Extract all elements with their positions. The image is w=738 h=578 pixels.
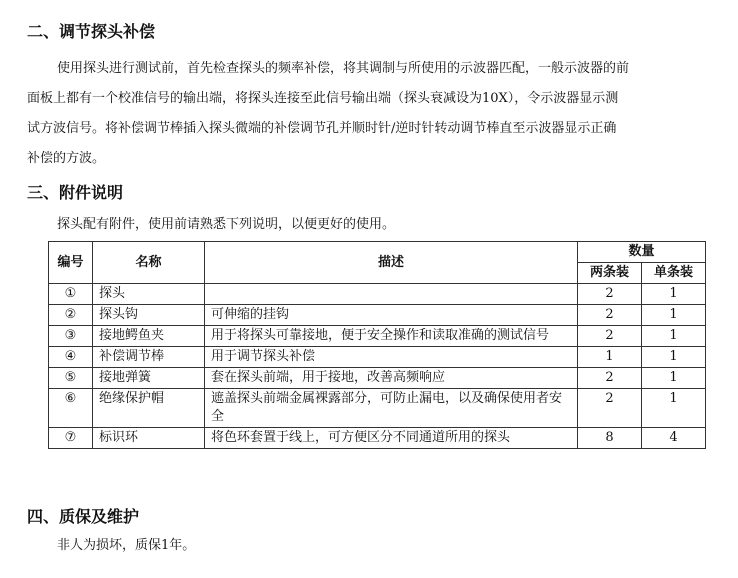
row-name: 探头钩 xyxy=(93,305,205,326)
paragraph-line: 试方波信号。将补偿调节棒插入探头微端的补偿调节孔并顺时针/逆时针转动调节棒直至示波器显示正确 xyxy=(27,121,617,136)
row-qty-single: 1 xyxy=(642,347,706,368)
accessories-intro: 探头配有附件，使用前请熟悉下列说明，以便更好的使用。 xyxy=(57,217,396,232)
table-row xyxy=(49,389,706,428)
warranty-text: 非人为损坏，质保1年。 xyxy=(57,538,196,553)
section-compensation-heading: 二、调节探头补偿 xyxy=(27,22,156,41)
table-row xyxy=(49,284,706,305)
row-number: ⑤ xyxy=(49,368,93,389)
paragraph-line: 面板上都有一个校准信号的输出端，将探头连接至此信号输出端（探头衰减设为10X），令示波器显示测 xyxy=(27,91,619,106)
column-header-number: 编号 xyxy=(49,242,93,284)
row-qty-single: 1 xyxy=(642,389,706,428)
row-number: ③ xyxy=(49,326,93,347)
column-header-single-pack: 单条装 xyxy=(642,263,706,284)
row-qty-single: 1 xyxy=(642,284,706,305)
table-row xyxy=(49,428,706,449)
row-qty-single: 1 xyxy=(642,368,706,389)
row-name: 标识环 xyxy=(93,428,205,449)
row-name: 补偿调节棒 xyxy=(93,347,205,368)
row-name: 接地弹簧 xyxy=(93,368,205,389)
row-description: 用于调节探头补偿 xyxy=(205,347,578,368)
row-description: 用于将探头可靠接地，便于安全操作和读取准确的测试信号 xyxy=(205,326,578,347)
table-row xyxy=(49,368,706,389)
table-row xyxy=(49,305,706,326)
accessories-table xyxy=(48,241,706,449)
row-number: ⑦ xyxy=(49,428,93,449)
row-number: ⑥ xyxy=(49,389,93,428)
row-number: ④ xyxy=(49,347,93,368)
paragraph-line: 使用探头进行测试前，首先检查探头的频率补偿，将其调制与所使用的示波器匹配，一般示波器的前 xyxy=(57,61,630,76)
column-header-description: 描述 xyxy=(205,242,578,284)
paragraph-line: 补偿的方波。 xyxy=(27,151,106,166)
section-accessories-heading: 三、附件说明 xyxy=(27,183,124,202)
row-qty-single: 1 xyxy=(642,305,706,326)
row-number: ② xyxy=(49,305,93,326)
column-header-name: 名称 xyxy=(93,242,205,284)
row-qty-pair: 2 xyxy=(578,284,642,305)
row-name: 接地鳄鱼夹 xyxy=(93,326,205,347)
row-qty-single: 1 xyxy=(642,326,706,347)
row-description: 遮盖探头前端金属裸露部分，可防止漏电，以及确保使用者安全 xyxy=(205,389,578,428)
row-description xyxy=(205,284,578,305)
table-row xyxy=(49,347,706,368)
row-description: 套在探头前端，用于接地，改善高频响应 xyxy=(205,368,578,389)
row-qty-pair: 2 xyxy=(578,389,642,428)
row-name: 绝缘保护帽 xyxy=(93,389,205,428)
row-qty-pair: 2 xyxy=(578,326,642,347)
row-description: 将色环套置于线上，可方便区分不同通道所用的探头 xyxy=(205,428,578,449)
row-description: 可伸缩的挂钩 xyxy=(205,305,578,326)
section-warranty-heading: 四、质保及维护 xyxy=(27,507,140,526)
row-qty-pair: 8 xyxy=(578,428,642,449)
row-name: 探头 xyxy=(93,284,205,305)
table-row xyxy=(49,326,706,347)
row-qty-pair: 2 xyxy=(578,368,642,389)
row-qty-single: 4 xyxy=(642,428,706,449)
column-header-quantity: 数量 xyxy=(578,242,706,263)
column-header-pair-pack: 两条装 xyxy=(578,263,642,284)
row-qty-pair: 1 xyxy=(578,347,642,368)
row-number: ① xyxy=(49,284,93,305)
row-qty-pair: 2 xyxy=(578,305,642,326)
